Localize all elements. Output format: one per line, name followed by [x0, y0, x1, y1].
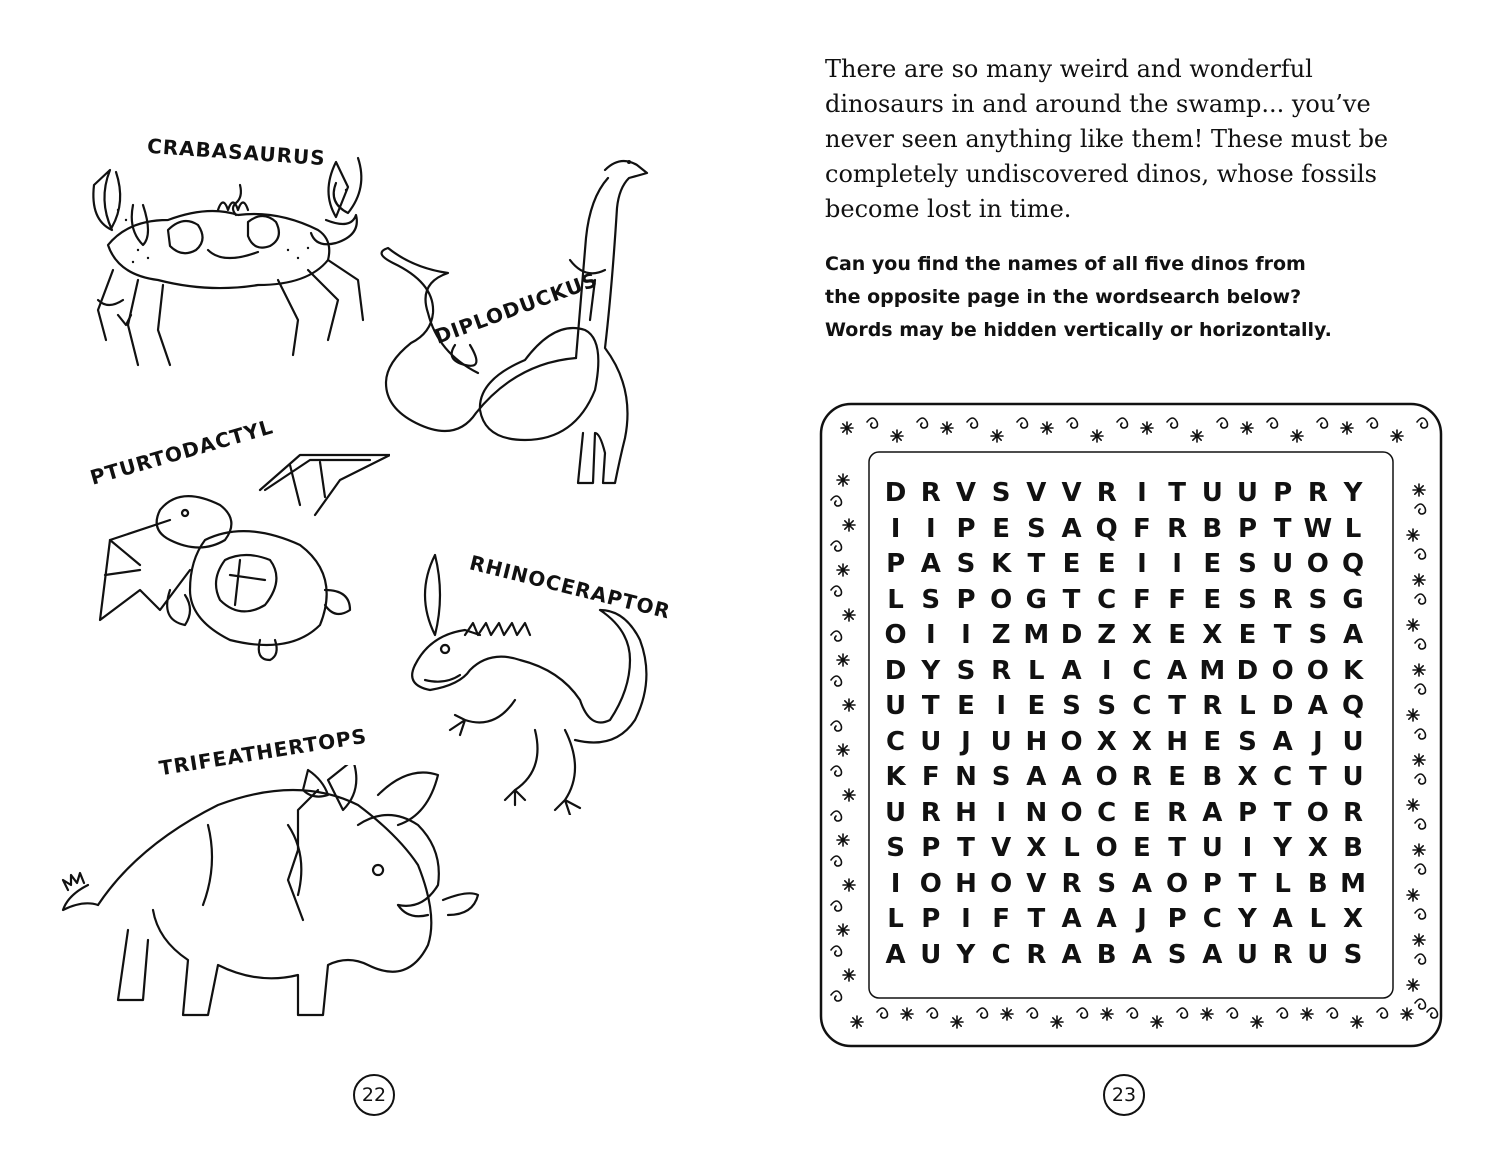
wordsearch-letter: D [884, 478, 907, 508]
page-number-left: 22 [353, 1074, 395, 1116]
wordsearch-letter: B [1202, 762, 1223, 792]
wordsearch-letter: S [991, 478, 1011, 508]
wordsearch-letter: S [886, 833, 905, 863]
label-pturtodactyl: PTURTODACTYL [87, 414, 276, 490]
wordsearch-letter: U [920, 939, 942, 970]
page-number-right: 23 [1103, 1074, 1145, 1116]
wordsearch-letter: K [991, 549, 1012, 579]
wordsearch-letter: S [1026, 513, 1046, 544]
intro-line: dinosaurs in and around the swamp... you’ve [825, 90, 1371, 118]
wordsearch-letter: I [961, 904, 971, 934]
wordsearch-letter: O [1095, 762, 1118, 792]
wordsearch-letter: S [1238, 584, 1257, 615]
trifeathertops-illustration [58, 765, 488, 1050]
label-rhinoceraptor: RHINOCERAPTOR [467, 550, 674, 624]
wordsearch-letter: A [920, 549, 941, 579]
wordsearch-letter: B [1096, 939, 1117, 970]
wordsearch-letter: T [1273, 797, 1292, 828]
wordsearch-letter: I [1172, 549, 1182, 579]
wordsearch-letter: R [1167, 797, 1188, 828]
wordsearch-letter: Y [956, 939, 976, 970]
wordsearch-letter: T [1027, 549, 1046, 579]
wordsearch-letter: R [1272, 584, 1293, 615]
wordsearch-letter: A [1131, 868, 1152, 899]
wordsearch-letter: S [1343, 939, 1363, 970]
wordsearch-letter: X [1307, 833, 1328, 863]
wordsearch-letter: C [1132, 691, 1152, 721]
wordsearch-letter: S [1238, 549, 1257, 579]
wordsearch-letter: B [1202, 513, 1223, 544]
wordsearch-letter: X [1343, 904, 1364, 934]
wordsearch-letter: X [1237, 762, 1258, 792]
wordsearch-letter: V [1026, 478, 1047, 508]
wordsearch-letter: X [1096, 726, 1117, 757]
wordsearch-letter: Y [1273, 833, 1293, 863]
wordsearch-letter: R [1167, 513, 1188, 544]
wordsearch-letter: I [1137, 478, 1147, 508]
wordsearch-letter: E [957, 691, 975, 721]
wordsearch-letter: S [921, 584, 941, 615]
wordsearch-letter: R [1202, 691, 1223, 721]
wordsearch-letter: E [1168, 620, 1186, 650]
wordsearch-letter: I [890, 868, 901, 899]
wordsearch-letter: U [885, 691, 907, 721]
wordsearch-letter: J [961, 726, 971, 757]
wordsearch-letter: T [1062, 584, 1081, 615]
wordsearch-letter: I [925, 513, 936, 544]
wordsearch-letter: A [1096, 904, 1117, 934]
wordsearch-letter: A [1131, 939, 1152, 970]
wordsearch-letter: X [1026, 833, 1047, 863]
wordsearch-letter: S [1097, 691, 1117, 721]
wordsearch-letter: C [1132, 655, 1152, 686]
wordsearch-letter: A [1202, 797, 1223, 828]
wordsearch-letter: C [1097, 797, 1117, 828]
wordsearch-letter: U [885, 797, 907, 828]
wordsearch-letter: Q [1341, 549, 1365, 579]
wordsearch-letter: E [1027, 691, 1046, 721]
wordsearch-letter: Z [1097, 620, 1117, 650]
wordsearch-letter: T [921, 691, 940, 721]
wordsearch-letter: O [1060, 797, 1083, 828]
wordsearch-letter: V [991, 833, 1012, 863]
wordsearch-letter: V [955, 478, 977, 508]
wordsearch-letter: C [1097, 584, 1117, 615]
wordsearch-letter: P [1167, 904, 1187, 934]
wordsearch-letter: A [1272, 904, 1293, 934]
wordsearch-letter: X [1131, 620, 1152, 650]
wordsearch-letter: L [887, 904, 904, 934]
wordsearch-letter: F [1168, 584, 1186, 615]
wordsearch-letter: L [1063, 833, 1080, 863]
wordsearch-letter: D [884, 655, 907, 686]
wordsearch-letter: S [1097, 868, 1117, 899]
wordsearch-letter: O [1306, 549, 1329, 579]
wordsearch-letter: O [1060, 726, 1083, 757]
wordsearch-letter: A [1342, 620, 1364, 650]
wordsearch-letter: E [1168, 762, 1186, 792]
wordsearch-letter: O [1095, 833, 1118, 863]
wordsearch-letter: R [920, 797, 941, 828]
wordsearch-letter: E [1097, 549, 1116, 579]
wordsearch-letter: R [1272, 939, 1293, 970]
wordsearch-letter: V [1061, 478, 1082, 508]
wordsearch-letter: Y [1238, 904, 1257, 934]
wordsearch-letter: O [919, 868, 942, 899]
wordsearch-letter: T [1168, 478, 1186, 508]
wordsearch-letter: A [1061, 904, 1082, 934]
wordsearch-letter: E [1133, 833, 1151, 863]
wordsearch-letter: I [996, 797, 1006, 828]
wordsearch-letter: U [1342, 726, 1364, 757]
wordsearch-letter: P [956, 513, 976, 544]
wordsearch-letter: R [1307, 478, 1328, 508]
wordsearch-letter: J [1313, 726, 1323, 757]
instruction-line: Can you find the names of all five dinos from [825, 253, 1306, 275]
wordsearch-letter: L [1239, 691, 1256, 721]
wordsearch-letter: I [996, 691, 1006, 721]
intro-line: become lost in time. [825, 195, 1072, 223]
wordsearch-letter: I [890, 513, 901, 544]
wordsearch-letter: U [920, 726, 942, 757]
wordsearch-letter: T [1027, 904, 1046, 934]
wordsearch-letter: U [1342, 762, 1364, 792]
wordsearch-letter: U [1272, 549, 1294, 579]
wordsearch-letter: C [991, 939, 1011, 970]
wordsearch-letter: S [1308, 620, 1328, 650]
wordsearch-letter: R [1343, 797, 1364, 828]
diploduckus-illustration [365, 150, 655, 520]
wordsearch-letter: L [1274, 868, 1291, 899]
wordsearch-letter: K [1342, 655, 1364, 686]
wordsearch-letter: T [1238, 868, 1257, 899]
wordsearch-letter: P [1237, 513, 1257, 544]
wordsearch-letter: R [1096, 478, 1117, 508]
wordsearch-letter: Y [921, 655, 941, 686]
wordsearch-letter: G [1025, 584, 1048, 615]
wordsearch-letter: I [1101, 655, 1112, 686]
wordsearch-letter: U [1201, 833, 1223, 863]
wordsearch-letter: S [1062, 691, 1081, 721]
label-diploduckus: DIPLODUCKUS [431, 267, 601, 349]
wordsearch-letter: F [992, 904, 1011, 934]
wordsearch-letter: Y [1343, 478, 1363, 508]
wordsearch-letter: P [956, 584, 976, 615]
wordsearch-letter: E [1203, 549, 1222, 579]
wordsearch-letter: A [1061, 939, 1082, 970]
wordsearch-letter: U [1307, 939, 1329, 970]
wordsearch-letter: L [887, 584, 904, 615]
wordsearch-letter: I [961, 620, 971, 650]
intro-paragraph [825, 52, 1425, 227]
label-trifeathertops: TRIFEATHERTOPS [157, 723, 369, 781]
wordsearch-letter: I [925, 620, 936, 650]
wordsearch-letter: A [1026, 762, 1047, 792]
wordsearch-letter: A [1272, 726, 1293, 757]
wordsearch-letter: L [1344, 513, 1362, 544]
wordsearch-letter: P [921, 904, 941, 934]
wordsearch-letter: N [955, 762, 977, 792]
wordsearch-letter: O [990, 584, 1013, 615]
wordsearch-letter: A [1061, 513, 1082, 544]
wordsearch-letter: F [1133, 513, 1151, 544]
wordsearch-letter: U [1236, 939, 1259, 970]
wordsearch-letter: T [1168, 833, 1186, 863]
wordsearch-letter: H [1025, 726, 1048, 757]
wordsearch-letter: P [886, 549, 906, 579]
wordsearch-letter: S [1308, 584, 1328, 615]
wordsearch-letter: D [1060, 620, 1083, 650]
wordsearch-letter: P [921, 833, 941, 863]
wordsearch-letter: R [1131, 762, 1152, 792]
wordsearch-letter: E [1238, 620, 1257, 650]
wordsearch-letter: R [1026, 939, 1047, 970]
wordsearch-letter: X [1202, 620, 1223, 650]
wordsearch-letter: E [1133, 797, 1151, 828]
wordsearch-letter: M [1340, 868, 1366, 899]
instructions [825, 248, 1445, 347]
wordsearch-letter: A [1202, 939, 1223, 970]
wordsearch-letter: Z [991, 620, 1011, 650]
wordsearch-letter: C [886, 726, 906, 757]
wordsearch-letter: R [1061, 868, 1082, 899]
wordsearch-letter: V [1026, 868, 1047, 899]
wordsearch-letter: E [1203, 584, 1222, 615]
wordsearch-letter: S [956, 655, 976, 686]
intro-line: never seen anything like them! These must be [825, 125, 1389, 153]
wordsearch-letter: H [955, 868, 977, 899]
wordsearch-letter: O [884, 620, 907, 650]
wordsearch-letter: Q [1341, 691, 1365, 721]
wordsearch-grid [878, 476, 1371, 973]
wordsearch-letter: D [1236, 655, 1259, 686]
wordsearch-letter: T [1273, 620, 1292, 650]
wordsearch-letter: R [920, 478, 941, 508]
intro-line: There are so many weird and wonderful [825, 55, 1313, 83]
wordsearch-letter: G [1342, 584, 1364, 615]
wordsearch-letter: T [1168, 691, 1186, 721]
wordsearch-letter: A [1167, 655, 1188, 686]
wordsearch-letter: T [957, 833, 975, 863]
wordsearch-letter: Q [1095, 513, 1118, 544]
wordsearch-letter: O [990, 868, 1013, 899]
wordsearch-letter: L [1028, 655, 1045, 686]
wordsearch-letter: H [955, 797, 977, 828]
wordsearch-letter: S [956, 549, 976, 579]
wordsearch-letter: A [1061, 762, 1082, 792]
right-page [750, 0, 1500, 1151]
wordsearch-letter: F [921, 762, 940, 792]
wordsearch-letter: L [1309, 904, 1327, 934]
wordsearch-letter: O [1306, 655, 1329, 686]
wordsearch-letter: S [991, 762, 1011, 792]
wordsearch-letter: P [1202, 868, 1222, 899]
wordsearch-letter: N [1025, 797, 1048, 828]
wordsearch-letter: M [1199, 655, 1226, 686]
wordsearch-letter: C [1273, 762, 1293, 792]
wordsearch-letter: R [991, 655, 1012, 686]
wordsearch-letter: S [1238, 726, 1257, 757]
wordsearch-letter: A [1307, 691, 1328, 721]
wordsearch-letter: A [1061, 655, 1082, 686]
wordsearch-letter: P [1237, 797, 1257, 828]
wordsearch-letter: U [1236, 478, 1259, 508]
wordsearch-letter: T [1273, 513, 1292, 544]
wordsearch-letter: P [1273, 478, 1293, 508]
wordsearch-letter: X [1131, 726, 1152, 757]
wordsearch-letter: I [1242, 833, 1253, 863]
crabasaurus-illustration [78, 150, 388, 390]
instruction-line: Words may be hidden vertically or horizontally. [825, 319, 1332, 341]
label-crabasaurus: CRABASAURUS [146, 133, 327, 171]
wordsearch-letter: O [1166, 868, 1189, 899]
pturtodactyl-illustration [90, 450, 390, 665]
wordsearch-letter: K [885, 762, 906, 792]
wordsearch-letter: B [1343, 833, 1363, 863]
wordsearch-letter: J [1137, 904, 1147, 934]
wordsearch-letter: M [1023, 620, 1050, 650]
wordsearch-letter: H [1166, 726, 1188, 757]
intro-line: completely undiscovered dinos, whose fossils [825, 160, 1377, 188]
wordsearch-letter: I [1137, 549, 1147, 579]
wordsearch-letter: A [885, 939, 906, 970]
wordsearch-letter: E [1203, 726, 1222, 757]
wordsearch-letter: O [1306, 797, 1329, 828]
wordsearch-letter: C [1202, 904, 1222, 934]
wordsearch-letter: F [1133, 584, 1151, 615]
wordsearch-letter: U [1201, 478, 1223, 508]
wordsearch-letter: E [1062, 549, 1081, 579]
wordsearch-letter: U [990, 726, 1012, 757]
wordsearch-letter: E [992, 513, 1011, 544]
wordsearch-letter: O [1271, 655, 1294, 686]
instruction-line: the opposite page in the wordsearch below? [825, 286, 1302, 308]
wordsearch-letter: T [1308, 762, 1327, 792]
wordsearch-letter: D [1271, 691, 1294, 721]
wordsearch-letter: B [1307, 868, 1328, 899]
wordsearch-letter: S [1167, 939, 1187, 970]
wordsearch-letter: W [1303, 513, 1333, 544]
